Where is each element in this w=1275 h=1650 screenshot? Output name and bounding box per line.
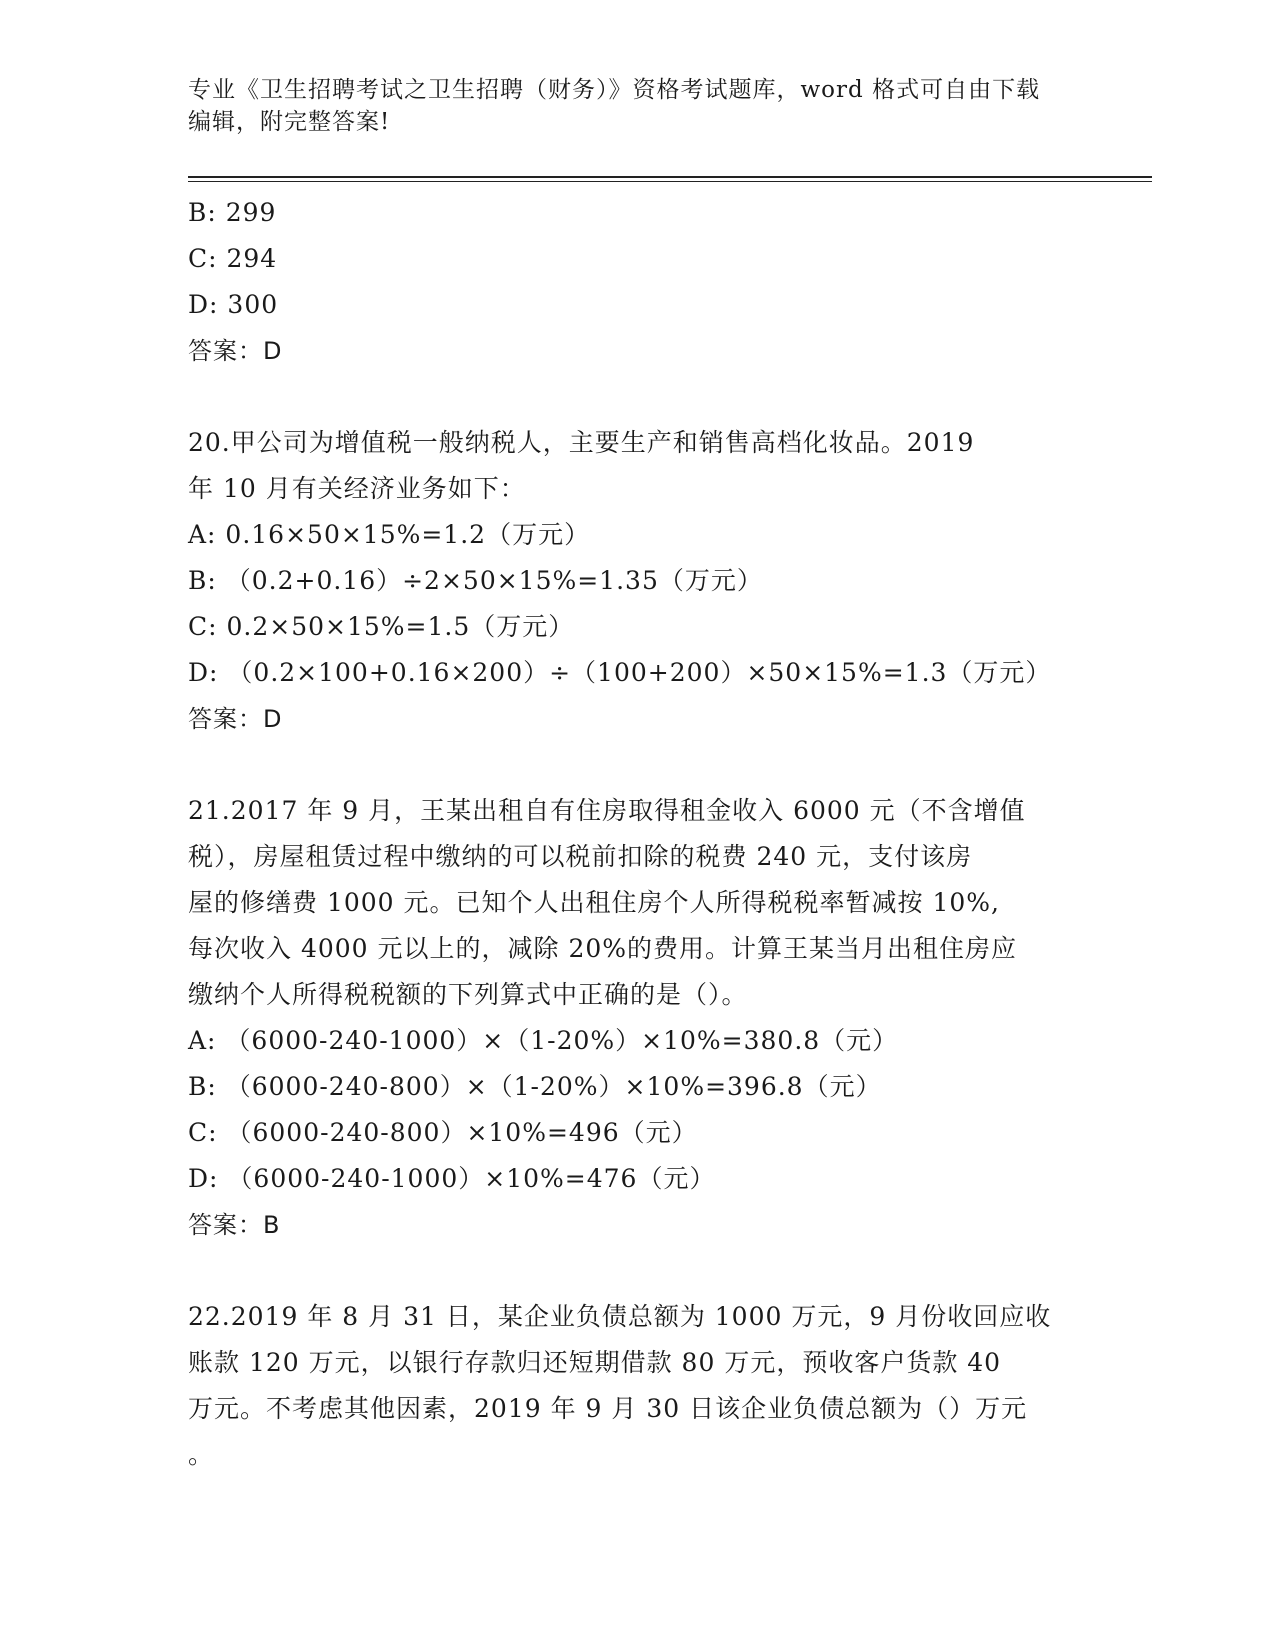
answer-label: 答案：B [188, 1211, 281, 1239]
option-c: C: 294 [188, 244, 278, 273]
question-text-line: 22.2019 年 8 月 31 日，某企业负债总额为 1000 万元，9 月份收回应收 [188, 1302, 1052, 1331]
answer-label: 答案：D [188, 705, 283, 733]
document-body [188, 190, 1088, 1478]
header-divider-thick [188, 176, 1152, 178]
question-text-line: 万元。不考虑其他因素，2019 年 9 月 30 日该企业负债总额为（）万元 [188, 1394, 1028, 1423]
spacer [188, 374, 1088, 420]
option-d: D: 300 [188, 290, 279, 319]
option-d: D: （6000-240-1000）×10%=476（元） [188, 1164, 716, 1193]
document-header [188, 74, 1088, 138]
option-c: C: （6000-240-800）×10%=496（元） [188, 1118, 698, 1147]
option-a: A: （6000-240-1000）×（1-20%）×10%=380.8（元） [188, 1026, 899, 1055]
option-a: A: 0.16×50×15%=1.2（万元） [188, 520, 591, 549]
question-text-line: 屋的修缮费 1000 元。已知个人出租住房个人所得税税率暂减按 10%, [188, 888, 1000, 917]
answer-label: 答案：D [188, 337, 283, 365]
spacer [188, 1248, 1088, 1294]
question-text-line: 年 10 月有关经济业务如下： [188, 474, 526, 503]
question-21 [188, 788, 1088, 1248]
option-b: B: （6000-240-800）×（1-20%）×10%=396.8（元） [188, 1072, 882, 1101]
question-text-line: 21.2017 年 9 月，王某出租自有住房取得租金收入 6000 元（不含增值 [188, 796, 1026, 825]
question-19-tail [188, 190, 1088, 374]
question-text-line: 税），房屋租赁过程中缴纳的可以税前扣除的税费 240 元，支付该房 [188, 842, 973, 871]
question-20 [188, 420, 1088, 742]
question-text-line: 20.甲公司为增值税一般纳税人，主要生产和销售高档化妆品。2019 [188, 428, 975, 457]
option-c: C: 0.2×50×15%=1.5（万元） [188, 612, 575, 641]
spacer [188, 742, 1088, 788]
question-text-line: 账款 120 万元，以银行存款归还短期借款 80 万元，预收客户货款 40 [188, 1348, 1002, 1377]
option-d: D: （0.2×100+0.16×200）÷（100+200）×50×15%=1.3（万元） [188, 658, 1052, 687]
question-text-line: 每次收入 4000 元以上的，减除 20%的费用。计算王某当月出租住房应 [188, 934, 1018, 963]
question-text-line: 缴纳个人所得税税额的下列算式中正确的是（）。 [188, 980, 748, 1009]
header-divider-thin [188, 181, 1152, 182]
option-b: B: 299 [188, 198, 277, 227]
question-text-line: 。 [188, 1440, 215, 1469]
question-22 [188, 1294, 1088, 1478]
header-line-2: 编辑，附完整答案! [188, 109, 391, 135]
option-b: B: （0.2+0.16）÷2×50×15%=1.35（万元） [188, 566, 763, 595]
header-line-1: 专业《卫生招聘考试之卫生招聘（财务）》资格考试题库，word 格式可自由下载 [188, 77, 1041, 103]
